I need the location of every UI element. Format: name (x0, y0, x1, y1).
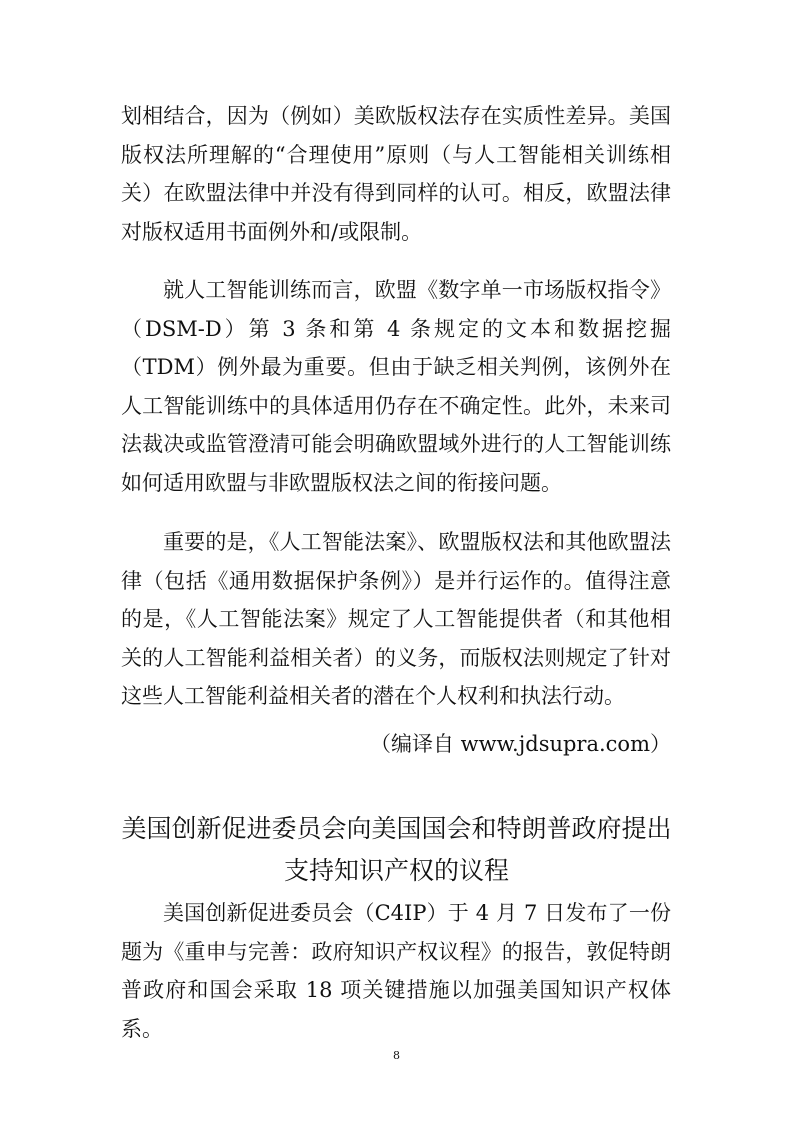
paragraph-c4ip-report: 美国创新促进委员会（C4IP）于 4 月 7 日发布了一份题为《重申与完善：政府知识产权议程》的报告，敦促特朗普政府和国会采取 18 项关键措施以加强美国知识产权体系。 (121, 901, 671, 1041)
source-note: （编译自 www.jdsupra.com） (369, 732, 671, 756)
section-heading: 美国创新促进委员会向美国国会和特朗普政府提出支持知识产权的议程 (121, 814, 672, 885)
paragraph-parallel-laws: 重要的是，《人工智能法案》、欧盟版权法和其他欧盟法律（包括《通用数据保护条例》）是并行运作的。值得注意的是，《人工智能法案》规定了人工智能提供者（和其他相关的人工智能利益相关者）的义务，而版权法则规定了针对这些人工智能利益相关者的潜在个人权利和执法行动。 (121, 530, 671, 709)
paragraph-ai-training: 就人工智能训练而言，欧盟《数字单一市场版权指令》（DSM-D）第 3 条和第 4 条规定的文本和数据挖掘（TDM）例外最为重要。但由于缺乏相关判例，该例外在人工智能训练中的具体适用仍存在不确定性。此外，未来司法裁决或监管澄清可能会明确欧盟域外进行的人工智能训练如何适用欧盟与非欧盟版权法之间的衔接问题。 (121, 278, 671, 495)
page-number: 8 (393, 1049, 400, 1062)
paragraph-continuation: 划相结合，因为（例如）美欧版权法存在实质性差异。美国版权法所理解的“合理使用”原则（与人工智能相关训练相关）在欧盟法律中并没有得到同样的认可。相反，欧盟法律对版权适用书面例外和/或限制。 (121, 104, 671, 244)
